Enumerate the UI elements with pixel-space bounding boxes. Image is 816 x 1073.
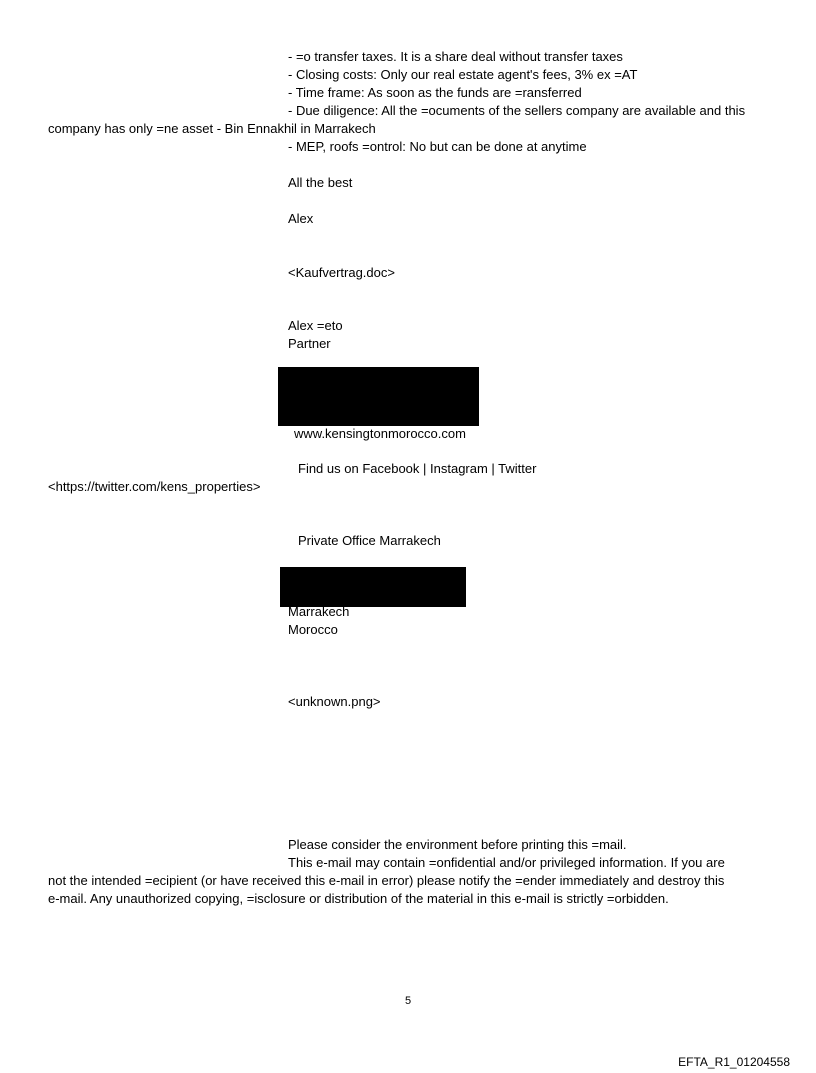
bullet-transfer-taxes: - =o transfer taxes. It is a share deal without transfer taxes [288,49,623,64]
social-links[interactable]: Find us on Facebook | Instagram | Twitter [298,461,537,476]
page-number: 5 [404,995,412,1007]
redaction-block-logo [278,367,479,426]
bullet-due-diligence: - Due diligence: All the =ocuments of the sellers company are available and this [288,103,746,118]
attachment-unknown-png[interactable]: <unknown.png> [288,694,381,709]
bates-number: EFTA_R1_01204558 [678,1055,790,1069]
office-country: Morocco [288,622,338,637]
redaction-block-address [280,567,466,607]
website-link[interactable]: www.kensingtonmorocco.com [294,426,466,441]
sender-first-name: Alex [288,211,314,226]
bullet-due-diligence-cont: company has only =ne asset - Bin Ennakhil in Marrakech [48,121,376,136]
bullet-mep-roofs: - MEP, roofs =ontrol: No but can be done at anytime [288,139,587,154]
bullet-time-frame: - Time frame: As soon as the funds are =ransferred [288,85,582,100]
disclaimer-line-3: e-mail. Any unauthorized copying, =isclosure or distribution of the material in this e-mail is strictly =orbidden. [48,891,669,906]
office-name: Private Office Marrakech [298,533,441,548]
bullet-closing-costs: - Closing costs: Only our real estate agent's fees, 3% ex =AT [288,67,638,82]
signature-name: Alex =eto [288,318,343,333]
twitter-url[interactable]: <https://twitter.com/kens_properties> [48,479,261,494]
signature-title: Partner [288,336,331,351]
environment-notice: Please consider the environment before printing this =mail. [288,837,627,852]
disclaimer-line-2: not the intended =ecipient (or have received this e-mail in error) please notify the =ender immediately and destroy this [48,873,725,888]
disclaimer-line-1: This e-mail may contain =onfidential and/or privileged information. If you are [288,855,725,870]
closing-line: All the best [288,175,353,190]
office-city: Marrakech [288,604,350,619]
attachment-kaufvertrag[interactable]: <Kaufvertrag.doc> [288,265,395,280]
